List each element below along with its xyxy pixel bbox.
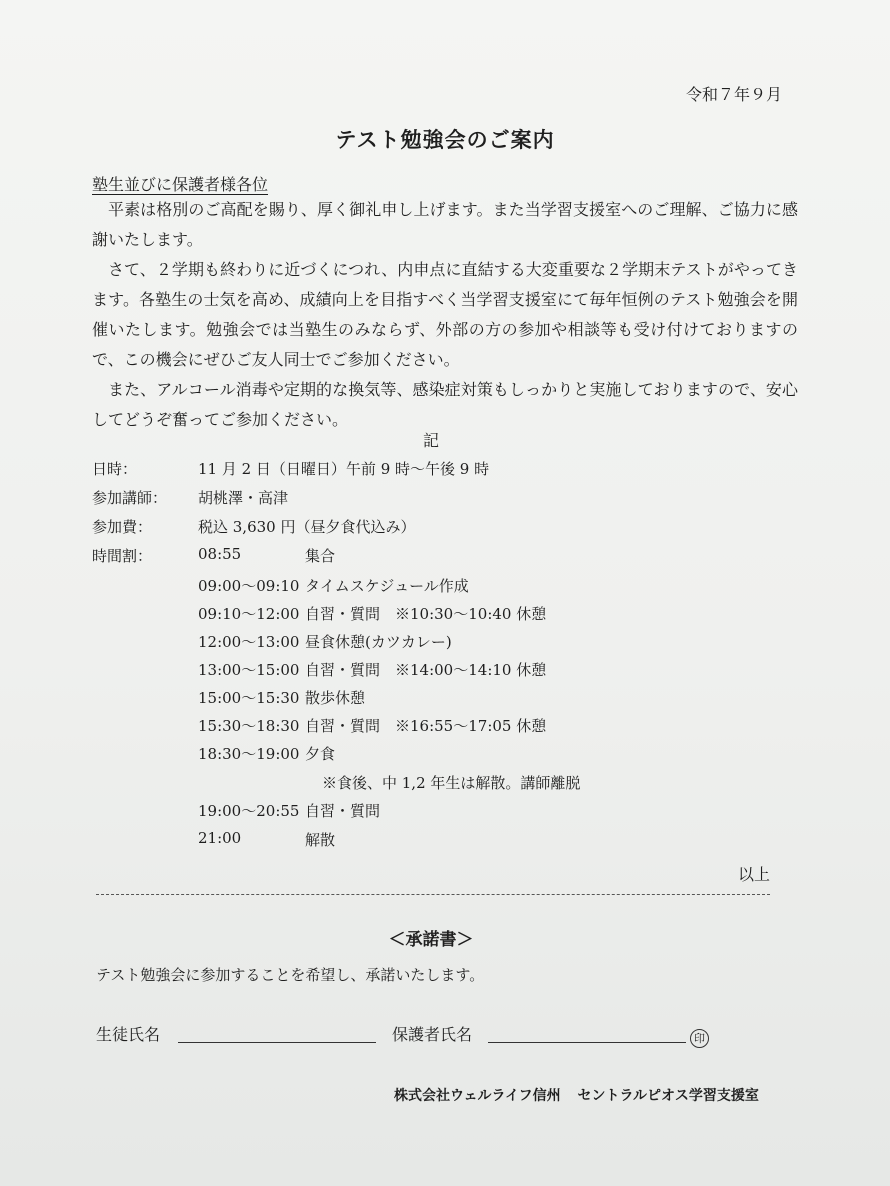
closing-mark: 以上: [737, 865, 770, 884]
schedule-time: 21:00: [198, 829, 242, 847]
schedule-event: タイムスケジュール作成: [305, 577, 469, 595]
schedule-event: 自習・質問: [305, 802, 381, 820]
schedule-time: 15:30～18:30: [198, 717, 300, 735]
student-name-field[interactable]: [178, 1042, 376, 1043]
announcement-paragraph: さて、２学期も終わりに近づくにつれ、内申点に直結する大変重要な２学期末テストがやってきます。各塾生の士気を高め、成績向上を目指すべく当学習支援室にて毎年恒例のテスト勉強会を開催いたします。勉強会では当塾生のみならず、外部の方の参加や相談等も受け付けておりますので、この機会にぜひご友人同士でご参加ください。: [92, 260, 798, 369]
schedule-time: 19:00～20:55: [198, 802, 300, 820]
schedule-note: ※食後、中 1,2 年生は解散。講師離脱: [322, 774, 581, 792]
schedule-time: 13:00～15:00: [198, 661, 300, 679]
schedule-time: 15:00～15:30: [198, 689, 300, 707]
consent-form-title: ＜承諾書＞: [388, 930, 474, 950]
cut-line: [96, 894, 770, 895]
schedule-time: 12:00～13:00: [198, 633, 300, 651]
schedule-event: 解散: [305, 831, 336, 849]
schedule-event: 集合: [305, 547, 336, 565]
document-title: テスト勉強会のご案内: [335, 127, 555, 152]
schedule-event: 散歩休憩: [305, 689, 366, 707]
greeting-paragraph: 平素は格別のご高配を賜り、厚く御礼申し上げます。また当学習支援室へのご理解、ご協力に感謝いたします。: [92, 200, 798, 249]
schedule-event: 夕食: [305, 745, 336, 763]
instructor-label: 参加講師：: [92, 489, 168, 507]
fee-label: 参加費：: [92, 518, 153, 536]
schedule-event: 自習・質問 ※14:00～14:10 休憩: [305, 661, 547, 679]
schedule-time: 09:00～09:10: [198, 577, 300, 595]
datetime-value: 11 月 2 日（日曜日）午前 9 時～午後 9 時: [198, 460, 490, 478]
schedule-event: 自習・質問 ※10:30～10:40 休憩: [305, 605, 547, 623]
instructor-value: 胡桃澤・高津: [198, 489, 289, 507]
consent-statement: テスト勉強会に参加することを希望し、承諾いたします。: [96, 966, 485, 984]
company-name: 株式会社ウェルライフ信州 セントラルピオス学習支援室: [394, 1088, 759, 1104]
seal-mark: 印: [690, 1029, 709, 1048]
schedule-time: 09:10～12:00: [198, 605, 300, 623]
schedule-time: 08:55: [198, 545, 242, 563]
recipient-line: 塾生並びに保護者様各位: [92, 175, 269, 194]
schedule-event: 昼食休憩(カツカレー): [305, 633, 452, 651]
student-name-label: 生徒氏名: [96, 1025, 161, 1044]
guardian-name-field[interactable]: [488, 1042, 686, 1043]
safety-paragraph: また、アルコール消毒や定期的な換気等、感染症対策もしっかりと実施しておりますので、安心してどうぞ奮ってご参加ください。: [92, 380, 798, 429]
schedule-time: 18:30～19:00: [198, 745, 300, 763]
schedule-event: 自習・質問 ※16:55～17:05 休憩: [305, 717, 547, 735]
issue-date: 令和７年９月: [685, 85, 782, 104]
schedule-label: 時間割：: [92, 547, 153, 565]
ki-heading: 記: [422, 431, 439, 450]
fee-value: 税込 3,630 円（昼夕食代込み）: [198, 518, 416, 536]
guardian-name-label: 保護者氏名: [392, 1025, 473, 1044]
datetime-label: 日時：: [92, 460, 138, 478]
